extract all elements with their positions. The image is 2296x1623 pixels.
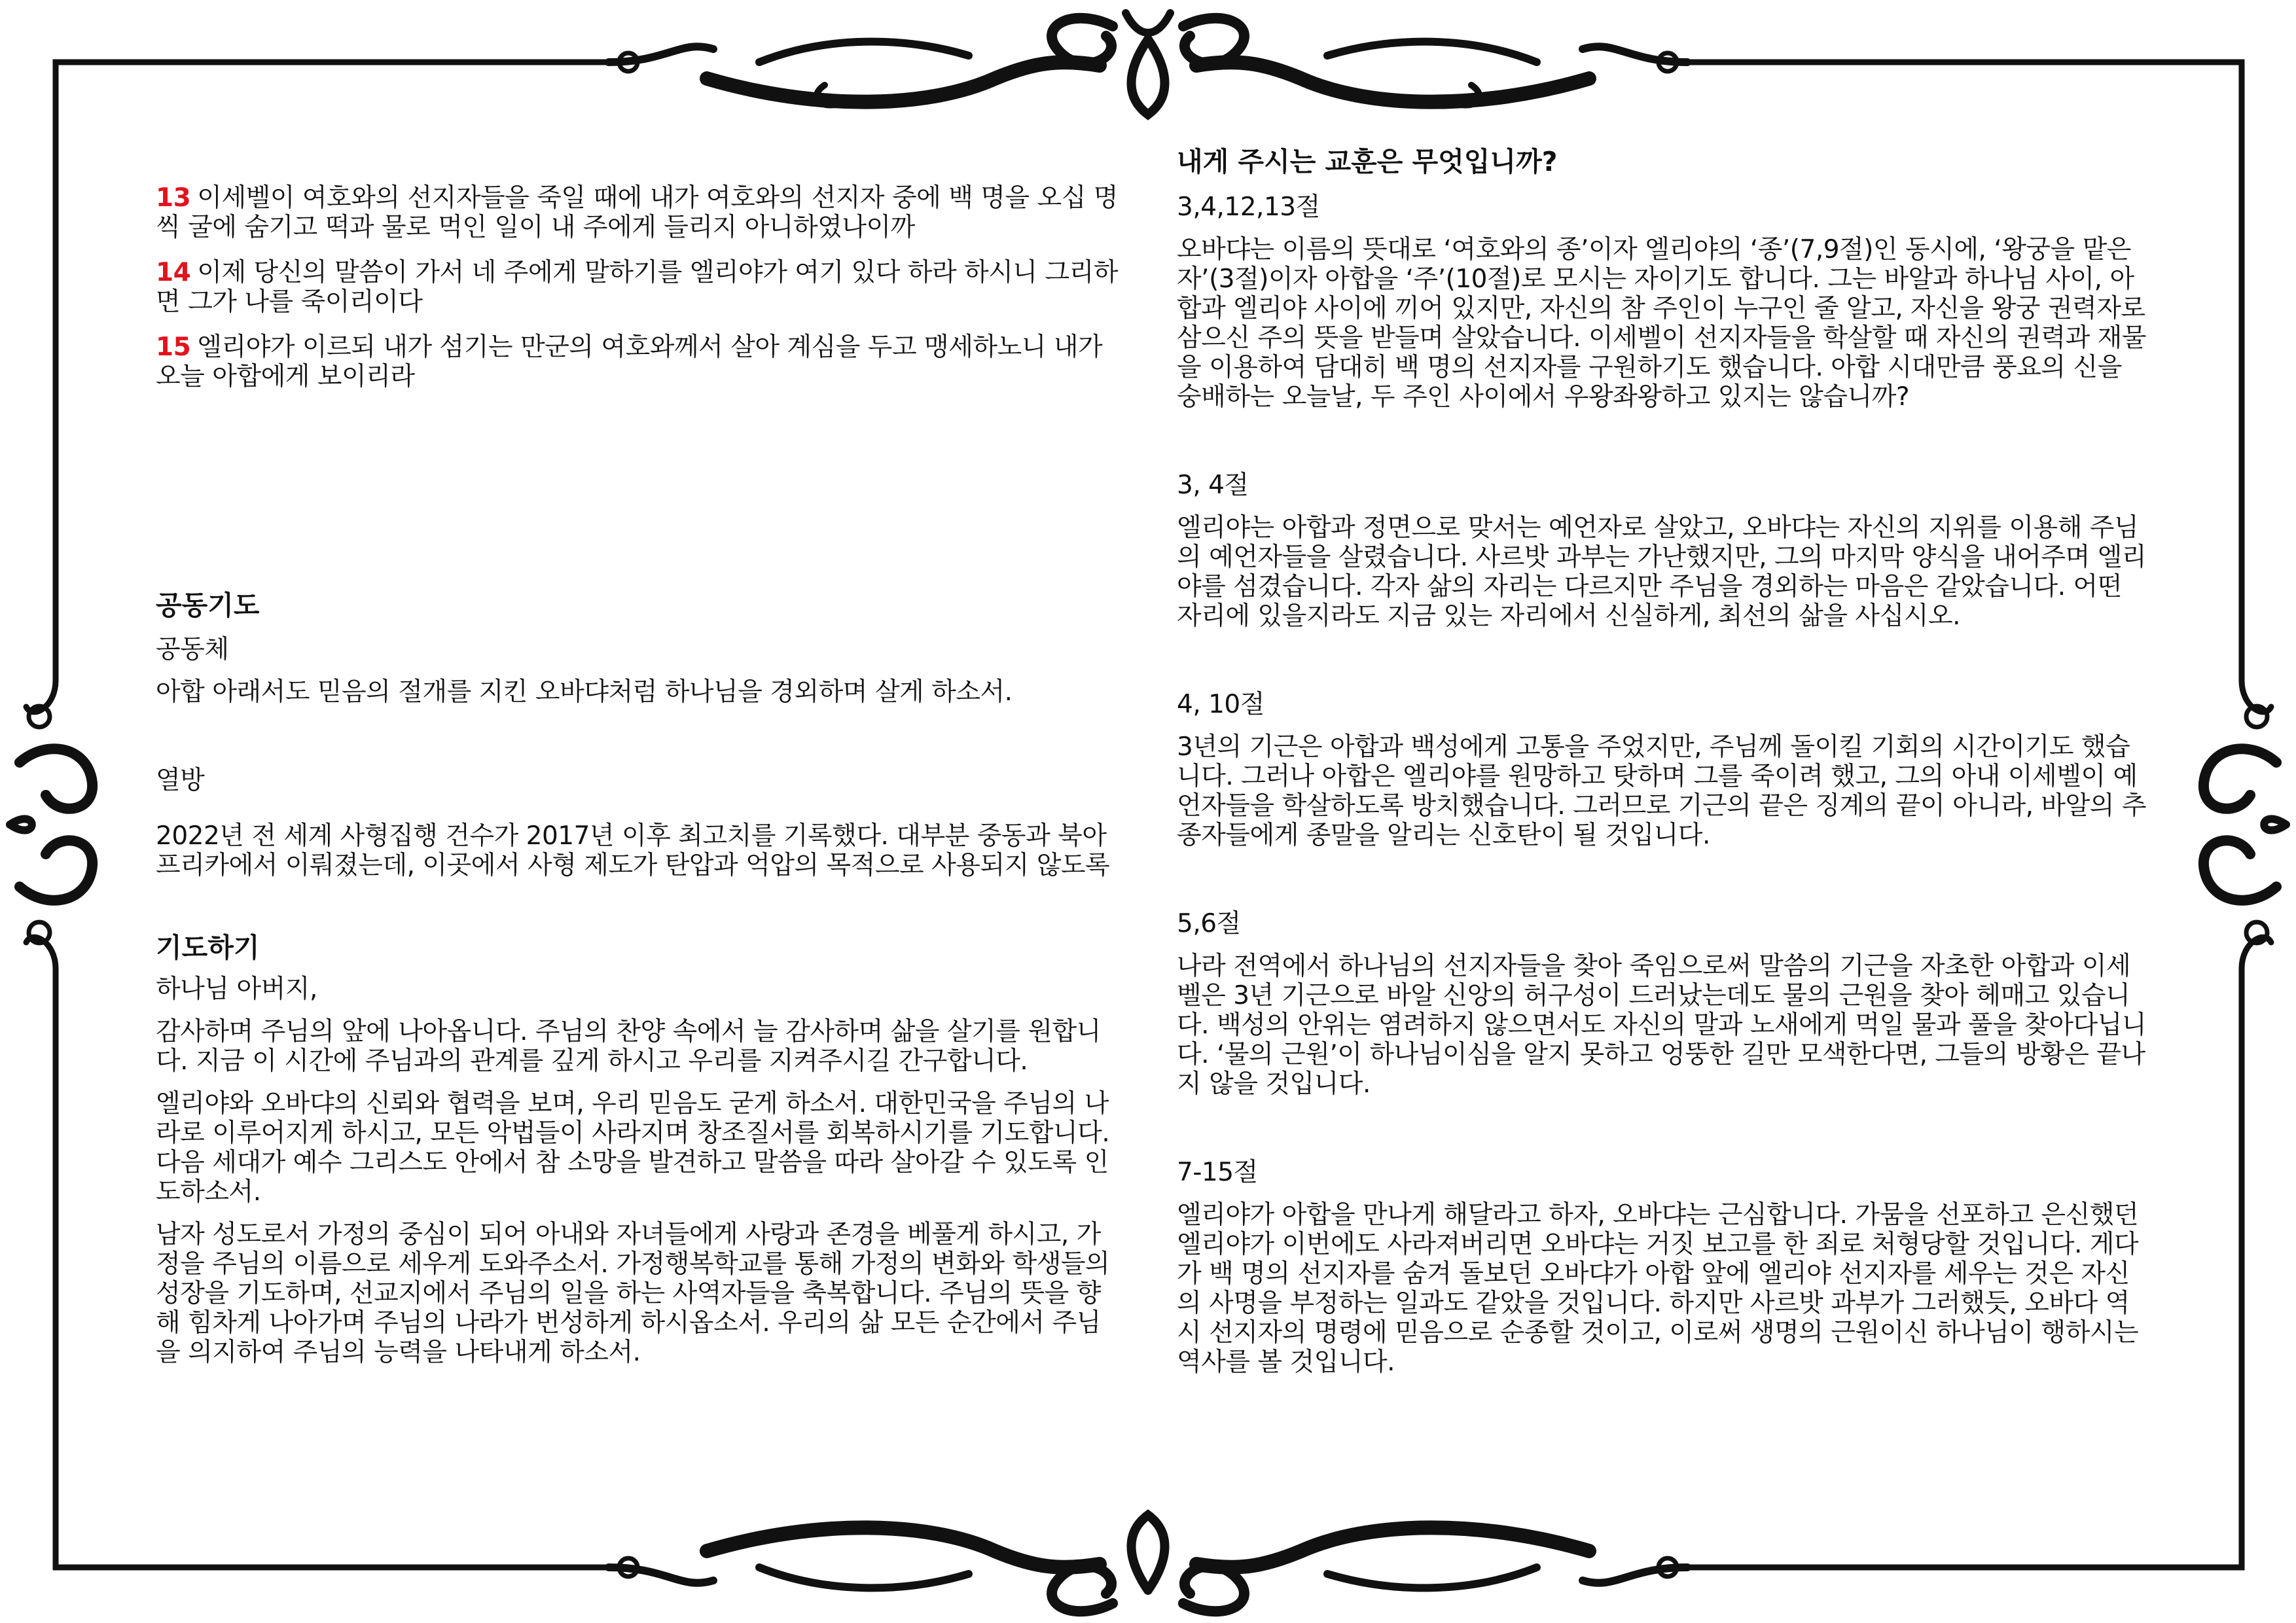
- common-prayer-section: [156, 589, 1121, 880]
- lesson-text: 엘리야가 아합을 만나게 해달라고 하자, 오바댜는 근심합니다. 가뭄을 선포하고 은신했던 엘리야가 이번에도 사라져버리면 오바댜는 거짓 보고를 한 죄로 처형당할 것입니다. 게다가 백 명의 선지자를 숨겨 돌보던 오바댜가 아합 앞에 엘리야 선지자를 세우는 것은 자신의 사명을 부정하는 일과도 같았을 것입니다. 하지만 사르밧 과부가 그러했듯, 오바다 역시 선지자의 명령에 믿음으로 순종할 것이고, 이로써 생명의 근원이신 하나님이 행하시는 역사를 볼 것입니다.: [1177, 1200, 2139, 1377]
- lesson-reference: 3, 4절: [1177, 471, 1249, 500]
- prayer-address: 하나님 아버지,: [156, 974, 317, 1004]
- verse-number: 15: [156, 332, 191, 362]
- scripture-passage: [156, 183, 1121, 391]
- lesson-reference: 3,4,12,13절: [1177, 192, 1320, 222]
- lesson-section: [1177, 690, 2149, 850]
- prayer-paragraph: 엘리야와 오바댜의 신뢰와 협력을 보며, 우리 믿음도 굳게 하소서. 대한민국을 주님의 나라로 이루어지게 하시고, 모든 악법들이 사라지며 창조질서를 회복하시기를 기도합니다. 다음 세대가 예수 그리스도 안에서 참 소망을 발견하고 말씀을 따라 살아갈 수 있도록 인도하소서.: [156, 1089, 1110, 1207]
- verse-number: 14: [156, 258, 191, 287]
- verse-text: 엘리야가 이르되 내가 섬기는 만군의 여호와께서 살아 계심을 두고 맹세하노니 내가 오늘 아합에게 보이리라: [156, 332, 1103, 391]
- prayer-section: [156, 931, 1121, 1367]
- lesson-text: 엘리야는 아합과 정면으로 맞서는 예언자로 살았고, 오바댜는 자신의 지위를 이용해 주님의 예언자들을 살렸습니다. 사르밧 과부는 가난했지만, 그의 마지막 양식을 내어주며 엘리야를 섬겼습니다. 각자 삶의 자리는 다르지만 주님을 경외하는 마음은 같았습니다. 어떤 자리에 있을지라도 지금 있는 자리에서 신실하게, 최선의 삶을 사십시오.: [1177, 513, 2147, 631]
- verse: [156, 332, 1121, 391]
- community-text: 아합 아래서도 믿음의 절개를 지킨 오바댜처럼 하나님을 경외하며 살게 하소서.: [156, 677, 1013, 707]
- lesson-text: 3년의 기근은 아합과 백성에게 고통을 주었지만, 주님께 돌이킬 기회의 시간이기도 했습니다. 그러나 아합은 엘리야를 원망하고 탓하며 그를 죽이려 했고, 그의 아내 이세벨이 예언자들을 학살하도록 방치했습니다. 그러므로 기근의 끝은 징계의 끝이 아니라, 바알의 추종자들에게 종말을 알리는 신호탄이 될 것입니다.: [1177, 732, 2147, 850]
- verse-text: 이세벨이 여호와의 선지자들을 죽일 때에 내가 여호와의 선지자 중에 백 명을 오십 명씩 굴에 숨기고 떡과 물로 먹인 일이 내 주에게 들리지 아니하였나이까: [156, 183, 1118, 242]
- prayer-title: 기도하기: [156, 932, 260, 963]
- lesson-section: [1177, 909, 2149, 1099]
- lesson-section: [1177, 192, 2149, 412]
- verse: [156, 258, 1121, 317]
- prayer-paragraph: 남자 성도로서 가정의 중심이 되어 아내와 자녀들에게 사랑과 존경을 베풀게 하시고, 가정을 주님의 이름으로 세우게 도와주소서. 가정행복학교를 통해 가정의 변화와 학생들의 성장을 기도하며, 선교지에서 주님의 일을 하는 사역자들을 축복합니다. 주님의 뜻을 향해 힘차게 나아가며 주님의 나라가 번성하게 하시옵소서. 우리의 삶 모든 순간에서 주님을 의지하여 주님의 능력을 나타내게 하소서.: [156, 1220, 1110, 1367]
- common-prayer-title: 공동기도: [156, 590, 260, 621]
- lesson-text: 나라 전역에서 하나님의 선지자들을 찾아 죽임으로써 말씀의 기근을 자초한 아합과 이세벨은 3년 기근으로 바알 신앙의 허구성이 드러났는데도 물의 근원을 찾아 헤매고 있습니다. 백성의 안위는 염려하지 않으면서도 자신의 말과 노새에게 먹일 물과 풀을 찾아다닙니다. ‘물의 근원’이 하나님이심을 알지 못하고 엉뚱한 길만 모색한다면, 그들의 방황은 끝나지 않을 것입니다.: [1177, 952, 2147, 1099]
- right-ornament: [2204, 681, 2286, 969]
- left-ornament: [10, 681, 92, 969]
- top-ornament: [609, 13, 1687, 115]
- verse-text: 이제 당신의 말씀이 가서 네 주에게 말하기를 엘리야가 여기 있다 하라 하시니 그리하면 그가 나를 죽이리이다: [156, 258, 1118, 317]
- bottom-ornament: [609, 1515, 1687, 1611]
- verse: [156, 183, 1121, 242]
- lesson-reference: 5,6절: [1177, 909, 1241, 938]
- nations-label: 열방: [156, 766, 205, 795]
- nations-text: 2022년 전 세계 사형집행 건수가 2017년 이후 최고치를 기록했다. 대부분 중동과 북아프리카에서 이뤄졌는데, 이곳에서 사형 제도가 탄압과 억압의 목적으로 사용되지 않도록: [156, 821, 1110, 880]
- lesson-text: 오바댜는 이름의 뜻대로 ‘여호와의 종’이자 엘리야의 ‘종’(7,9절)인 동시에, ‘왕궁을 맡은 자’(3절)이자 아합을 ‘주’(10절)로 모시는 자이기도 합니다. 그는 바알과 하나님 사이, 아합과 엘리야 사이에 끼어 있지만, 자신의 참 주인이 누구인 줄 알고, 자신을 왕궁 권력자로 삼으신 주의 뜻을 받들며 살았습니다. 이세벨이 선지자들을 학살할 때 자신의 권력과 재물을 이용하여 담대히 백 명의 선지자를 구원하기도 했습니다. 아합 시대만큼 풍요의 신을 숭배하는 오늘날, 두 주인 사이에서 우왕좌왕하고 있지는 않습니까?: [1177, 235, 2147, 412]
- lesson-section: [1177, 471, 2149, 631]
- lesson-title: 내게 주시는 교훈은 무엇입니까?: [1177, 146, 1558, 177]
- prayer-paragraph: 감사하며 주님의 앞에 나아옵니다. 주님의 찬양 속에서 늘 감사하며 삶을 살기를 원합니다. 지금 이 시간에 주님과의 관계를 깊게 하시고 우리를 지켜주시길 간구합니다.: [156, 1017, 1101, 1076]
- lesson-reference: 7-15절: [1177, 1158, 1258, 1187]
- lesson-section: [1177, 1158, 2149, 1377]
- left-column: [156, 183, 1121, 1367]
- lesson-reference: 4, 10절: [1177, 690, 1265, 719]
- right-column: [1177, 145, 2149, 1377]
- verse-number: 13: [156, 183, 191, 213]
- community-label: 공동체: [156, 635, 229, 664]
